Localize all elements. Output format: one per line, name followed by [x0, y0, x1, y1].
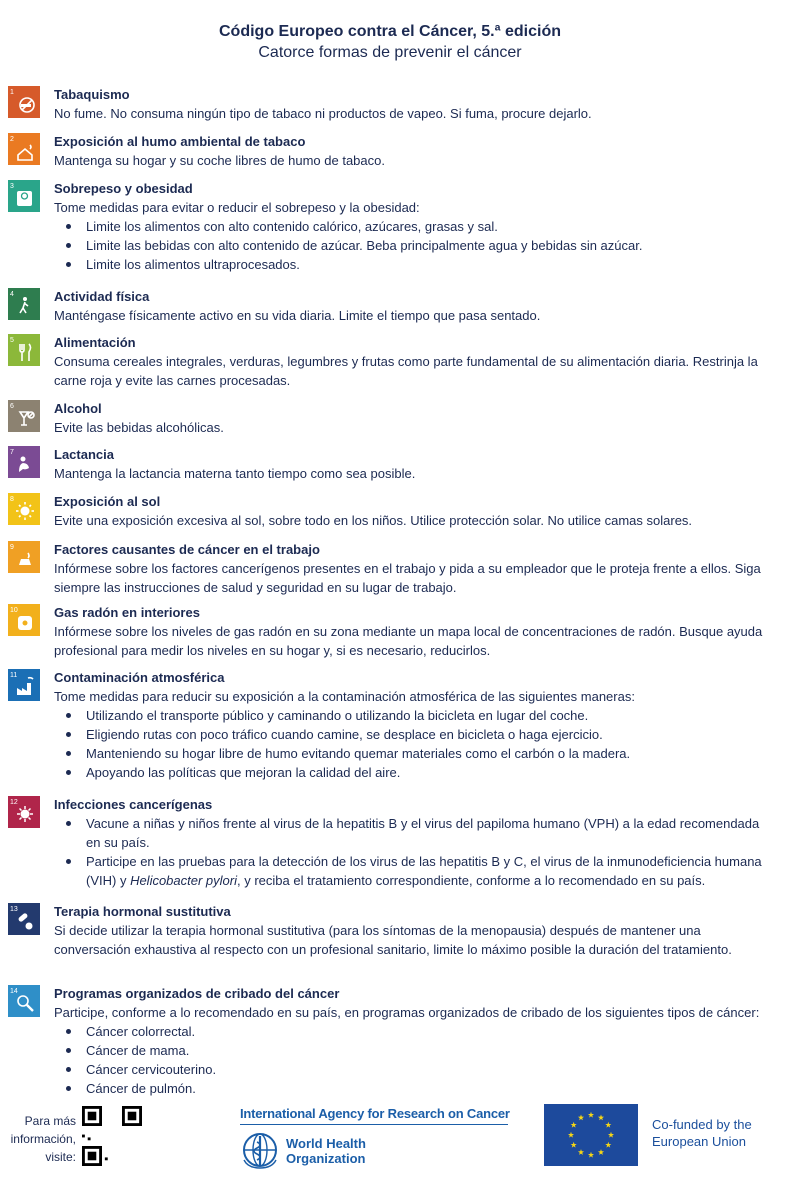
item-number: 8	[10, 496, 14, 503]
who-emblem-icon	[240, 1130, 280, 1170]
recommendation-content	[54, 400, 774, 437]
italic-term: Helicobacter pylori	[130, 873, 237, 888]
recommendation-content	[54, 288, 774, 325]
item-number: 1	[10, 89, 14, 96]
recommendation-content	[54, 334, 774, 390]
who-logo-text: World Health Organization	[286, 1136, 366, 1166]
recommendation-title: Gas radón en interiores	[54, 605, 200, 620]
bullet-item: Utilizando el transporte público y caminando o utilizando la bicicleta en lugar del coche.	[86, 706, 774, 725]
workplace-icon	[8, 541, 40, 573]
pills-icon	[8, 903, 40, 935]
recommendation-content	[54, 493, 774, 530]
qr-code-icon[interactable]	[82, 1106, 142, 1166]
bullet-item: Limite los alimentos con alto contenido calórico, azúcares, grasas y sal.	[86, 217, 774, 236]
item-number: 5	[10, 337, 14, 344]
recommendation-text: No fume. No consuma ningún tipo de tabaco ni productos de vapeo. Si fuma, procure dejarlo.	[54, 106, 592, 121]
recommendation-text: Tome medidas para reducir su exposición a la contaminación atmosférica de las siguientes maneras:	[54, 689, 635, 704]
item-number: 12	[10, 799, 18, 806]
recommendation-content	[54, 796, 774, 890]
virus-icon	[8, 796, 40, 828]
bullet-list	[54, 1022, 774, 1098]
no-smoking-icon	[8, 86, 40, 118]
smoke-free-home-icon	[8, 133, 40, 165]
recommendation-title: Tabaquismo	[54, 87, 130, 102]
no-alcohol-icon	[8, 400, 40, 432]
recommendation-title: Alimentación	[54, 335, 136, 350]
item-number: 2	[10, 136, 14, 143]
bullet-list	[54, 814, 774, 890]
page-title: Código Europeo contra el Cáncer, 5.ª edición	[219, 23, 561, 40]
recommendation-text: Evite las bebidas alcohólicas.	[54, 420, 224, 435]
recommendation-title: Sobrepeso y obesidad	[54, 181, 193, 196]
scale-icon	[8, 180, 40, 212]
recommendation-text: Infórmese sobre los factores cancerígenos presentes en el trabajo y pida a su empleador que le proteja frente a ellos. Siga siempre las instrucciones de salud y seguridad en su lugar de trabajo.	[54, 561, 761, 595]
recommendation-title: Actividad física	[54, 289, 150, 304]
iarc-divider	[240, 1124, 508, 1125]
recommendation-content	[54, 180, 774, 274]
recommendation-text: Si decide utilizar la terapia hormonal sustitutiva (para los síntomas de la menopausia) después de mantener una conversación exhaustiva al respecto con un profesional sanitario, limite lo máximo posible la duración del tratamiento.	[54, 923, 732, 957]
iarc-logo-text: International Agency for Research on Cancer	[240, 1106, 510, 1121]
recommendation-title: Exposición al sol	[54, 494, 161, 509]
bullet-item: Limite los alimentos ultraprocesados.	[86, 255, 774, 274]
bullet-list	[54, 706, 774, 782]
recommendation-text: Infórmese sobre los niveles de gas radón en su zona mediante un mapa local de concentraciones de radón. Busque ayuda profesional para medir los niveles en su hogar y, si es necesario, reducirlos.	[54, 624, 763, 658]
bullet-item: Cáncer colorrectal.	[86, 1022, 774, 1041]
recommendation-content	[54, 86, 774, 123]
item-number: 14	[10, 988, 18, 995]
item-number: 7	[10, 449, 14, 456]
recommendation-content	[54, 903, 774, 959]
item-number: 13	[10, 906, 18, 913]
more-info-text: Para más información, visite:	[10, 1114, 76, 1164]
recommendation-title: Contaminación atmosférica	[54, 670, 225, 685]
walking-person-icon	[8, 288, 40, 320]
recommendation-title: Factores causantes de cáncer en el trabajo	[54, 542, 320, 557]
bullet-item: Eligiendo rutas con poco tráfico cuando camine, se desplace en bicicleta o haga ejercicio.	[86, 725, 774, 744]
recommendation-content	[54, 446, 774, 483]
eu-cofunded-text: Co-funded by the European Union	[652, 1117, 752, 1149]
bullet-item: Manteniendo su hogar libre de humo evitando quemar materiales como el carbón o la madera.	[86, 744, 774, 763]
bullet-item: Cáncer cervicouterino.	[86, 1060, 774, 1079]
recommendation-title: Infecciones cancerígenas	[54, 797, 213, 812]
item-number: 10	[10, 607, 18, 614]
recommendation-title: Terapia hormonal sustitutiva	[54, 904, 231, 919]
page-header	[0, 22, 780, 64]
recommendation-text: Tome medidas para evitar o reducir el sobrepeso y la obesidad:	[54, 200, 420, 215]
item-number: 3	[10, 183, 14, 190]
bullet-list	[54, 217, 774, 274]
bullet-item: Cáncer de mama.	[86, 1041, 774, 1060]
bullet-item: Apoyando las políticas que mejoran la calidad del aire.	[86, 763, 774, 782]
item-number: 9	[10, 544, 14, 551]
recommendation-title: Alcohol	[54, 401, 102, 416]
recommendation-text: Evite una exposición excesiva al sol, sobre todo en los niños. Utilice protección solar. No utilice camas solares.	[54, 513, 693, 528]
bullet-item: Cáncer de pulmón.	[86, 1079, 774, 1098]
breastfeeding-icon	[8, 446, 40, 478]
recommendation-content	[54, 669, 774, 782]
footer	[0, 1098, 811, 1198]
item-number: 11	[10, 672, 18, 679]
recommendation-title: Exposición al humo ambiental de tabaco	[54, 134, 306, 149]
cutlery-icon	[8, 334, 40, 366]
bullet-item: Vacune a niñas y niños frente al virus de la hepatitis B y el virus del papiloma humano (VPH) a la edad recomendada en su país.	[86, 814, 774, 852]
sun-icon	[8, 493, 40, 525]
recommendation-title: Programas organizados de cribado del cáncer	[54, 986, 340, 1001]
recommendation-content	[54, 985, 774, 1098]
radon-icon	[8, 604, 40, 636]
eu-flag-icon	[544, 1104, 638, 1166]
recommendation-text: Mantenga la lactancia materna tanto tiempo como sea posible.	[54, 466, 416, 481]
recommendation-title: Lactancia	[54, 447, 114, 462]
factory-pollution-icon	[8, 669, 40, 701]
recommendation-text: Mantenga su hogar y su coche libres de humo de tabaco.	[54, 153, 385, 168]
magnifier-icon	[8, 985, 40, 1017]
recommendation-text: Consuma cereales integrales, verduras, legumbres y frutas como parte fundamental de su alimentación diaria. Restrinja la carne roja y evite las carnes procesadas.	[54, 354, 758, 388]
recommendation-text: Participe, conforme a lo recomendado en su país, en programas organizados de cribado de los siguientes tipos de cáncer:	[54, 1005, 760, 1020]
recommendation-text: Manténgase físicamente activo en su vida diaria. Limite el tiempo que pasa sentado.	[54, 308, 541, 323]
bullet-item: Participe en las pruebas para la detección de los virus de las hepatitis B y C, el virus de la inmunodeficiencia humana (VIH) y Helicobacter pylori, y reciba el tratamiento correspondiente, conforme a lo recomendado en su país.	[86, 852, 774, 890]
bullet-item: Limite las bebidas con alto contenido de azúcar. Beba principalmente agua y bebidas sin azúcar.	[86, 236, 774, 255]
item-number: 6	[10, 403, 14, 410]
page-subtitle: Catorce formas de prevenir el cáncer	[258, 44, 522, 61]
recommendation-content	[54, 133, 774, 170]
recommendation-content	[54, 604, 774, 660]
recommendation-content	[54, 541, 774, 597]
item-number: 4	[10, 291, 14, 298]
